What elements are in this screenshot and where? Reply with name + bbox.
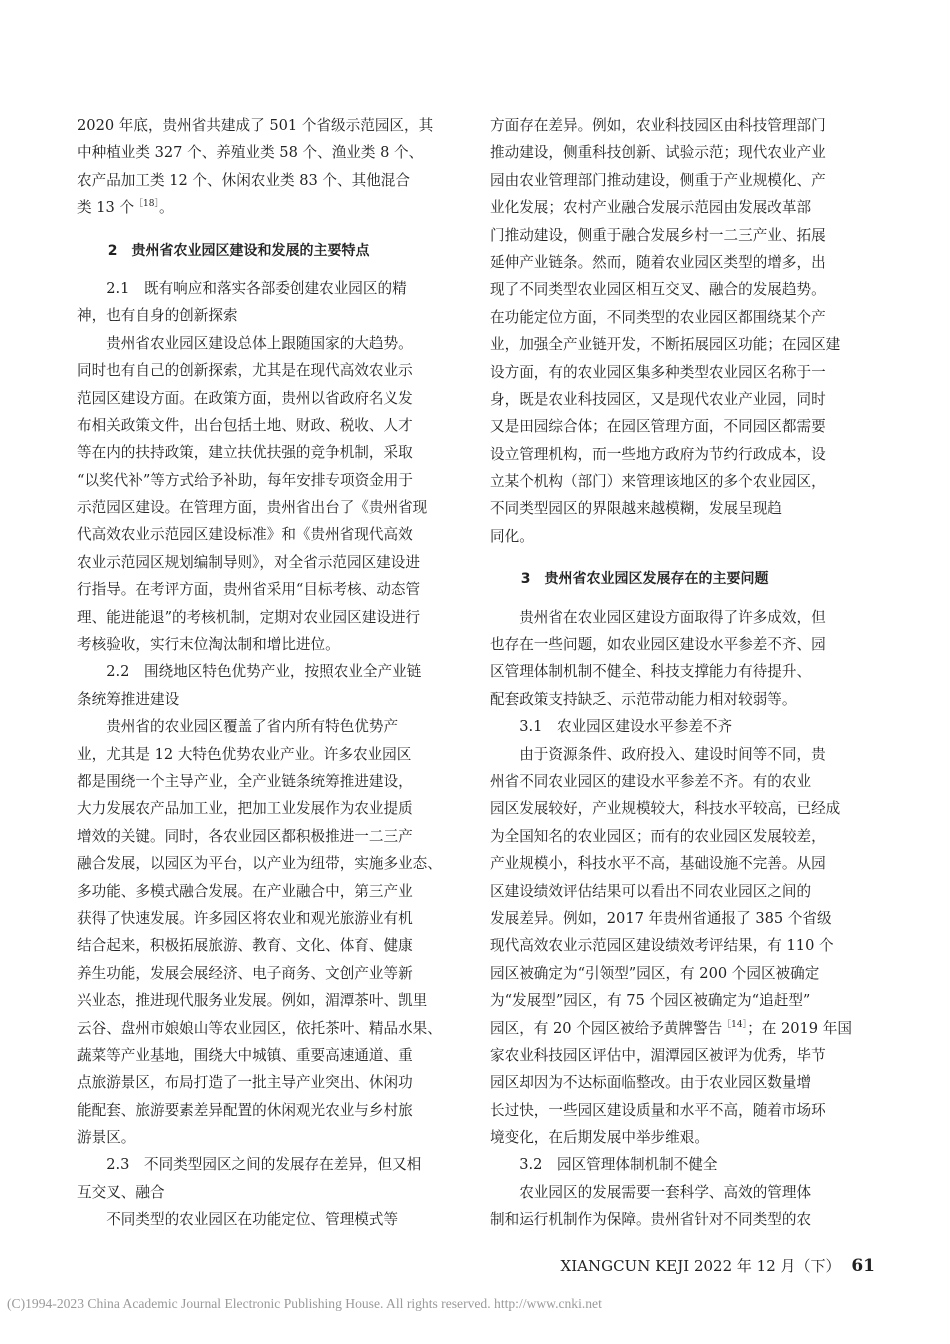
text-line: 条统筹推进建设 <box>77 690 180 708</box>
text-line: 现了不同类型农业园区相互交叉、融合的发展趋势。 <box>490 281 826 299</box>
text-line: 结合起来，积极拓展旅游、教育、文化、体育、健康 <box>77 937 413 955</box>
text-line: 推动建设，侧重科技创新、试验示范；现代农业产业 <box>490 144 826 162</box>
text-line: 多功能、多模式融合发展。在产业融合中，第三产业 <box>77 882 413 900</box>
page-number: 61 <box>851 1256 875 1276</box>
text-line: 布相关政策文件，出台包括土地、财政、税收、人才 <box>77 416 413 434</box>
text-line: 行指导。在考评方面，贵州省采用“目标考核、动态管 <box>77 581 421 599</box>
text-line: 农产品加工类 12 个、休闲农业类 83 个、其他混合 <box>77 171 410 189</box>
text-line: 业，尤其是 12 大特色优势农业产业。许多农业园区 <box>77 745 412 763</box>
text-line: 延伸产业链条。然而，随着农业园区类型的增多，出 <box>490 253 826 271</box>
text-line: 由于资源条件、政府投入、建设时间等不同，贵 <box>519 745 826 763</box>
text-line: 2020 年底，贵州省共建成了 501 个省级示范园区，其 <box>77 117 434 134</box>
text-line: 贵州省在农业园区建设方面取得了许多成效，但 <box>519 608 826 626</box>
subheading-3-1: 3.1 农业园区建设水平参差不齐 <box>519 718 733 736</box>
text-line: 贵州省的农业园区覆盖了省内所有特色优势产 <box>106 718 399 736</box>
subheading-2-2: 2.2 围绕地区特色优势产业，按照农业全产业链 <box>106 663 422 681</box>
text-line: 州省不同农业园区的建设水平参差不齐。有的农业 <box>490 772 812 790</box>
left-column <box>77 112 464 1234</box>
text-line: 考核验收，实行末位淘汰制和增比进位。 <box>77 636 340 654</box>
text-line: 园区被确定为“引领型”园区，有 200 个园区被确定 <box>490 964 820 982</box>
text-line: 家农业科技园区评估中，湄潭园区被评为优秀，毕节 <box>490 1046 826 1064</box>
text-line: 神，也有自身的创新探索 <box>77 307 238 325</box>
text-line: 设方面，有的农业园区集多种类型农业园区名称于一 <box>490 363 826 381</box>
text-line: 农业园区的发展需要一套科学、高效的管理体 <box>519 1183 812 1201</box>
subheading-3-2: 3.2 园区管理体制机制不健全 <box>519 1156 718 1174</box>
text-line: 配套政策支持缺乏、示范带动能力相对较弱等。 <box>490 690 797 708</box>
text-line: 同时也有自己的创新探索，尤其是在现代高效农业示 <box>77 362 413 380</box>
text-line: 发展差异。例如，2017 年贵州省通报了 385 个省级 <box>490 909 832 927</box>
text-line: 门推动建设，侧重于融合发展乡村一二三产业、拓展 <box>490 226 826 244</box>
text-line: 蔬菜等产业基地，围绕大中城镇、重要高速通道、重 <box>77 1046 413 1064</box>
text-span: 园区，有 20 个园区被给予黄牌警告 <box>490 1019 723 1037</box>
text-line: 设立管理机构，而一些地方政府为节约行政成本，设 <box>490 445 826 463</box>
text-line: 也存在一些问题，如农业园区建设水平参差不齐、园 <box>490 636 826 654</box>
text-line: 长过快，一些园区建设质量和水平不高，随着市场环 <box>490 1101 826 1119</box>
text-line: 获得了快速发展。许多园区将农业和观光旅游业有机 <box>77 909 413 927</box>
text-line: 大力发展农产品加工业，把加工业发展作为农业提质 <box>77 800 413 818</box>
text-line: 区管理体制机制不健全、科技支撑能力有待提升、 <box>490 663 812 681</box>
text-span: 类 13 个 <box>77 199 135 217</box>
text-line: 示范园区建设。在管理方面，贵州省出台了《贵州省现 <box>77 499 428 517</box>
issue-date: 2022 年 12 月（下） <box>693 1257 841 1275</box>
text-line: 中种植业类 327 个、养殖业类 58 个、渔业类 8 个、 <box>77 144 424 162</box>
text-line: 理、能进能退”的考核机制，定期对农业园区建设进行 <box>77 608 421 626</box>
text-line: 云谷、盘州市娘娘山等农业园区，依托茶叶、精品水果、 <box>77 1019 442 1037</box>
citation-14[interactable]: ［14］ <box>722 1019 748 1030</box>
subheading-2-3: 2.3 不同类型园区之间的发展存在差异，但又相 <box>106 1156 422 1174</box>
text-line: 不同类型的农业园区在功能定位、管理模式等 <box>106 1211 399 1229</box>
text-line: 代高效农业示范园区建设标准》和《贵州省现代高效 <box>77 526 413 544</box>
text-line: 点旅游景区，布局打造了一批主导产业突出、休闲功 <box>77 1074 413 1092</box>
text-line: 不同类型园区的界限越来越模糊，发展呈现趋 <box>490 500 782 518</box>
text-line: 同化。 <box>490 527 534 545</box>
text-line: 园区却因为不达标面临整改。由于农业园区数量增 <box>490 1074 812 1092</box>
journal-name: XIANGCUN KEJI <box>560 1257 690 1275</box>
text-line: 等在内的扶持政策，建立扶优扶强的竞争机制，采取 <box>77 444 413 462</box>
citation-18[interactable]: ［18］ <box>134 199 159 210</box>
text-line: 兴业态，推进现代服务业发展。例如，湄潭茶叶、凯里 <box>77 992 428 1010</box>
text-line: 为全国知名的农业园区；而有的农业园区发展较差， <box>490 827 826 845</box>
text-line: 制和运行机制作为保障。贵州省针对不同类型的农 <box>490 1211 812 1229</box>
text-line: 园由农业管理部门推动建设，侧重于产业规模化、产 <box>490 171 826 189</box>
text-line: 互交叉、融合 <box>77 1183 165 1201</box>
text-line: 为“发展型”园区，有 75 个园区被确定为“追赶型” <box>490 992 811 1010</box>
copyright-notice: (C)1994-2023 China Academic Journal Electronic Publishing House. All rights reserved. http://www.cnki.net <box>7 1296 602 1311</box>
text-line: 业，加强全产业链开发，不断拓展园区功能；在园区建 <box>490 336 841 354</box>
section-heading-3: 3 贵州省农业园区发展存在的主要问题 <box>520 571 769 588</box>
text-line: 在功能定位方面，不同类型的农业园区都围绕某个产 <box>490 308 826 326</box>
text-line: 境变化，在后期发展中举步维艰。 <box>490 1129 709 1147</box>
subheading-2-1: 2.1 既有响应和落实各部委创建农业园区的精 <box>106 279 407 297</box>
text-line: 增效的关键。同时，各农业园区都积极推进一二三产 <box>77 827 413 845</box>
page-footer <box>561 1255 875 1276</box>
text-line: 园区发展较好，产业规模较大，科技水平较高，已经成 <box>490 800 841 818</box>
text-line <box>77 194 464 221</box>
text-span: 。 <box>159 199 174 217</box>
text-line: 游景区。 <box>77 1129 136 1147</box>
text-line: 农业示范园区规划编制导则》，对全省示范园区建设进 <box>77 553 420 571</box>
text-span: ；在 2019 年国 <box>747 1019 852 1037</box>
text-line: 区建设绩效评估结果可以看出不同农业园区之间的 <box>490 882 812 900</box>
text-line: 业化发展；农村产业融合发展示范园由发展改革部 <box>490 199 812 217</box>
text-line: 范园区建设方面。在政策方面，贵州以省政府名义发 <box>77 389 413 407</box>
section-heading-2: 2 贵州省农业园区建设和发展的主要特点 <box>107 242 370 259</box>
text-line: 贵州省农业园区建设总体上跟随国家的大趋势。 <box>106 334 413 352</box>
text-line: “以奖代补”等方式给予补助，每年安排专项资金用于 <box>77 471 413 489</box>
text-line: 能配套、旅游要素差异配置的休闲观光农业与乡村旅 <box>77 1101 413 1119</box>
text-line: 立某个机构（部门）来管理该地区的多个农业园区， <box>490 473 826 491</box>
text-line: 又是田园综合体；在园区管理方面，不同园区都需要 <box>490 418 826 436</box>
right-column <box>490 112 877 1234</box>
text-line: 方面存在差异。例如，农业科技园区由科技管理部门 <box>490 117 826 134</box>
text-line: 养生功能，发展会展经济、电子商务、文创产业等新 <box>77 964 413 982</box>
text-line <box>490 1015 877 1042</box>
text-line: 产业规模小，科技水平不高，基础设施不完善。从园 <box>490 855 826 873</box>
text-line: 都是围绕一个主导产业，全产业链条统筹推进建设， <box>77 772 413 790</box>
text-line: 融合发展，以园区为平台，以产业为纽带，实施多业态、 <box>77 855 442 873</box>
text-line: 身，既是农业科技园区，又是现代农业产业园，同时 <box>490 390 826 408</box>
text-line: 现代高效农业示范园区建设绩效考评结果，有 110 个 <box>490 937 834 955</box>
